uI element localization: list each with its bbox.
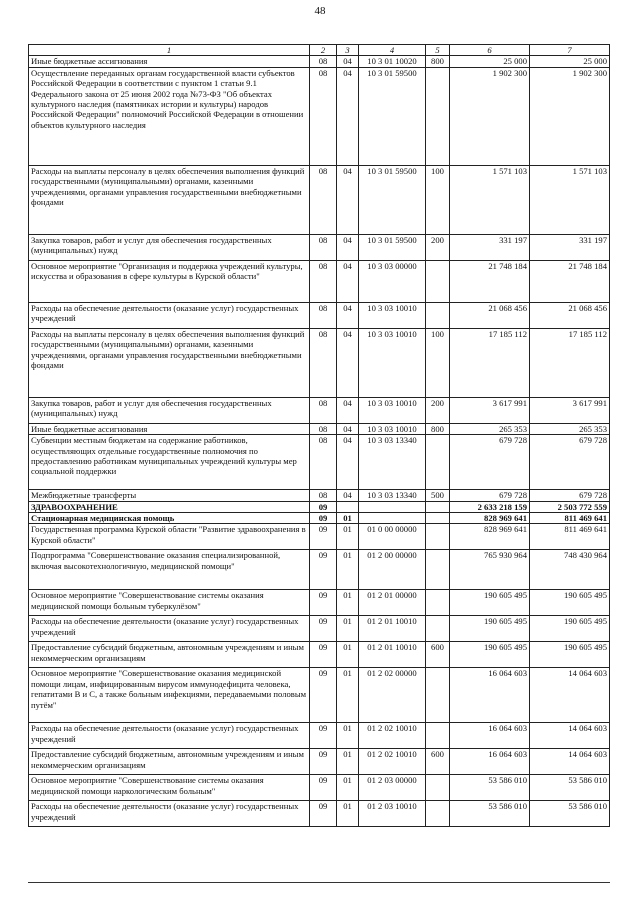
target-article-cell: 10 3 03 10010 bbox=[359, 423, 426, 434]
subsection-code-cell bbox=[337, 501, 359, 512]
amount-year2-cell: 811 469 641 bbox=[530, 513, 610, 524]
section-code-cell: 09 bbox=[310, 668, 337, 723]
amount-year1-cell: 331 197 bbox=[450, 234, 530, 260]
item-name-cell: ЗДРАВООХРАНЕНИЕ bbox=[29, 501, 310, 512]
table-row bbox=[29, 513, 610, 524]
subsection-code-cell: 01 bbox=[337, 723, 359, 749]
section-code-cell: 08 bbox=[310, 490, 337, 501]
table-header-row bbox=[29, 45, 610, 56]
subsection-code-cell: 04 bbox=[337, 397, 359, 423]
subsection-code-cell: 01 bbox=[337, 550, 359, 590]
amount-year1-cell: 679 728 bbox=[450, 490, 530, 501]
amount-year1-cell: 53 586 010 bbox=[450, 775, 530, 801]
amount-year1-cell: 17 185 112 bbox=[450, 328, 530, 397]
amount-year1-cell: 190 605 495 bbox=[450, 642, 530, 668]
amount-year2-cell: 1 902 300 bbox=[530, 67, 610, 165]
expense-type-cell bbox=[426, 668, 450, 723]
subsection-code-cell: 04 bbox=[337, 67, 359, 165]
amount-year1-cell: 190 605 495 bbox=[450, 590, 530, 616]
subsection-code-cell: 01 bbox=[337, 590, 359, 616]
expense-type-cell: 800 bbox=[426, 423, 450, 434]
expense-type-cell bbox=[426, 501, 450, 512]
table-row bbox=[29, 501, 610, 512]
item-name-cell: Расходы на обеспечение деятельности (оказание услуг) государственных учреждений bbox=[29, 723, 310, 749]
table-row bbox=[29, 616, 610, 642]
item-name-cell: Иные бюджетные ассигнования bbox=[29, 423, 310, 434]
item-name-cell: Расходы на выплаты персоналу в целях обеспечения выполнения функций государственными (муниципальными) органами, казенными учреждениями, органами управления государственными внебюджетными фондами bbox=[29, 328, 310, 397]
expense-type-cell bbox=[426, 616, 450, 642]
item-name-cell: Предоставление субсидий бюджетным, автономным учреждениям и иным некоммерческим организациям bbox=[29, 749, 310, 775]
amount-year1-cell: 25 000 bbox=[450, 56, 530, 67]
expense-type-cell: 200 bbox=[426, 397, 450, 423]
section-code-cell: 09 bbox=[310, 524, 337, 550]
target-article-cell: 01 2 01 10010 bbox=[359, 642, 426, 668]
target-article-cell: 10 3 01 59500 bbox=[359, 165, 426, 234]
item-name-cell: Закупка товаров, работ и услуг для обеспечения государственных (муниципальных) нужд bbox=[29, 234, 310, 260]
amount-year2-cell: 679 728 bbox=[530, 435, 610, 490]
table-row bbox=[29, 524, 610, 550]
target-article-cell: 01 0 00 00000 bbox=[359, 524, 426, 550]
expense-type-cell: 200 bbox=[426, 234, 450, 260]
section-code-cell: 09 bbox=[310, 801, 337, 827]
expense-type-cell bbox=[426, 590, 450, 616]
subsection-code-cell: 04 bbox=[337, 435, 359, 490]
section-code-cell: 09 bbox=[310, 550, 337, 590]
table-row bbox=[29, 165, 610, 234]
target-article-cell: 10 3 01 10020 bbox=[359, 56, 426, 67]
table-row bbox=[29, 801, 610, 827]
section-code-cell: 09 bbox=[310, 501, 337, 512]
subsection-code-cell: 01 bbox=[337, 616, 359, 642]
section-code-cell: 08 bbox=[310, 397, 337, 423]
amount-year2-cell: 3 617 991 bbox=[530, 397, 610, 423]
subsection-code-cell: 04 bbox=[337, 490, 359, 501]
table-row bbox=[29, 328, 610, 397]
section-code-cell: 09 bbox=[310, 775, 337, 801]
amount-year2-cell: 25 000 bbox=[530, 56, 610, 67]
table-row bbox=[29, 302, 610, 328]
section-code-cell: 08 bbox=[310, 423, 337, 434]
subsection-code-cell: 01 bbox=[337, 668, 359, 723]
expense-type-cell bbox=[426, 67, 450, 165]
section-code-cell: 09 bbox=[310, 616, 337, 642]
subsection-code-cell: 01 bbox=[337, 513, 359, 524]
section-code-cell: 08 bbox=[310, 302, 337, 328]
bottom-rule bbox=[28, 882, 610, 883]
budget-table-body bbox=[29, 45, 610, 827]
header-cell-1: 1 bbox=[29, 45, 310, 56]
target-article-cell: 01 2 01 00000 bbox=[359, 590, 426, 616]
amount-year1-cell: 16 064 603 bbox=[450, 749, 530, 775]
expense-type-cell bbox=[426, 550, 450, 590]
header-cell-5: 5 bbox=[426, 45, 450, 56]
table-row bbox=[29, 749, 610, 775]
item-name-cell: Подпрограмма "Совершенствование оказания специализированной, включая высокотехнологичную, медицинской помощи" bbox=[29, 550, 310, 590]
item-name-cell: Расходы на обеспечение деятельности (оказание услуг) государственных учреждений bbox=[29, 302, 310, 328]
amount-year2-cell: 679 728 bbox=[530, 490, 610, 501]
item-name-cell: Основное мероприятие "Совершенствование системы оказания медицинской помощи больным туберкулёзом" bbox=[29, 590, 310, 616]
expense-type-cell bbox=[426, 513, 450, 524]
amount-year2-cell: 190 605 495 bbox=[530, 616, 610, 642]
target-article-cell: 10 3 03 13340 bbox=[359, 435, 426, 490]
amount-year1-cell: 2 633 218 159 bbox=[450, 501, 530, 512]
target-article-cell bbox=[359, 513, 426, 524]
amount-year1-cell: 21 068 456 bbox=[450, 302, 530, 328]
subsection-code-cell: 01 bbox=[337, 749, 359, 775]
item-name-cell: Расходы на обеспечение деятельности (оказание услуг) государственных учреждений bbox=[29, 616, 310, 642]
target-article-cell: 10 3 03 10010 bbox=[359, 397, 426, 423]
section-code-cell: 08 bbox=[310, 165, 337, 234]
amount-year2-cell: 14 064 603 bbox=[530, 668, 610, 723]
amount-year1-cell: 16 064 603 bbox=[450, 668, 530, 723]
amount-year2-cell: 331 197 bbox=[530, 234, 610, 260]
subsection-code-cell: 04 bbox=[337, 234, 359, 260]
amount-year2-cell: 53 586 010 bbox=[530, 775, 610, 801]
table-row bbox=[29, 550, 610, 590]
expense-type-cell bbox=[426, 524, 450, 550]
amount-year2-cell: 748 430 964 bbox=[530, 550, 610, 590]
amount-year2-cell: 1 571 103 bbox=[530, 165, 610, 234]
section-code-cell: 08 bbox=[310, 328, 337, 397]
section-code-cell: 09 bbox=[310, 590, 337, 616]
subsection-code-cell: 04 bbox=[337, 302, 359, 328]
section-code-cell: 08 bbox=[310, 435, 337, 490]
header-cell-6: 6 bbox=[450, 45, 530, 56]
amount-year1-cell: 21 748 184 bbox=[450, 260, 530, 302]
amount-year2-cell: 14 064 603 bbox=[530, 749, 610, 775]
expense-type-cell bbox=[426, 302, 450, 328]
target-article-cell: 01 2 03 10010 bbox=[359, 801, 426, 827]
header-cell-2: 2 bbox=[310, 45, 337, 56]
table-row bbox=[29, 260, 610, 302]
item-name-cell: Межбюджетные трансферты bbox=[29, 490, 310, 501]
amount-year1-cell: 3 617 991 bbox=[450, 397, 530, 423]
subsection-code-cell: 01 bbox=[337, 801, 359, 827]
expense-type-cell: 500 bbox=[426, 490, 450, 501]
target-article-cell: 01 2 02 00000 bbox=[359, 668, 426, 723]
section-code-cell: 09 bbox=[310, 642, 337, 668]
subsection-code-cell: 04 bbox=[337, 328, 359, 397]
expense-type-cell: 100 bbox=[426, 165, 450, 234]
table-row bbox=[29, 67, 610, 165]
amount-year2-cell: 53 586 010 bbox=[530, 801, 610, 827]
subsection-code-cell: 04 bbox=[337, 423, 359, 434]
amount-year1-cell: 828 969 641 bbox=[450, 513, 530, 524]
subsection-code-cell: 01 bbox=[337, 524, 359, 550]
header-cell-4: 4 bbox=[359, 45, 426, 56]
table-row bbox=[29, 775, 610, 801]
subsection-code-cell: 04 bbox=[337, 260, 359, 302]
item-name-cell: Расходы на обеспечение деятельности (оказание услуг) государственных учреждений bbox=[29, 801, 310, 827]
table-row bbox=[29, 234, 610, 260]
item-name-cell: Основное мероприятие "Организация и поддержка учреждений культуры, искусства и образования в сфере культуры в Курской области" bbox=[29, 260, 310, 302]
page-number: 48 bbox=[314, 5, 326, 17]
item-name-cell: Осуществление переданных органам государственной власти субъектов Российской Федерации в соответствии с пунктом 1 статьи 9.1 Федерального закона от 25 июня 2002 года №73-ФЗ "Об объектах культурного наследия (памятниках истории и культуры) народов Российской Федерации" полномочий Российской Федерации в отношении объектов культурного наследия bbox=[29, 67, 310, 165]
expense-type-cell: 600 bbox=[426, 642, 450, 668]
expense-type-cell bbox=[426, 775, 450, 801]
amount-year2-cell: 21 748 184 bbox=[530, 260, 610, 302]
table-row bbox=[29, 642, 610, 668]
expense-type-cell bbox=[426, 435, 450, 490]
subsection-code-cell: 04 bbox=[337, 165, 359, 234]
item-name-cell: Стационарная медицинская помощь bbox=[29, 513, 310, 524]
amount-year1-cell: 1 902 300 bbox=[450, 67, 530, 165]
section-code-cell: 09 bbox=[310, 723, 337, 749]
amount-year1-cell: 828 969 641 bbox=[450, 524, 530, 550]
target-article-cell: 10 3 01 59500 bbox=[359, 234, 426, 260]
amount-year1-cell: 16 064 603 bbox=[450, 723, 530, 749]
amount-year2-cell: 190 605 495 bbox=[530, 590, 610, 616]
item-name-cell: Закупка товаров, работ и услуг для обеспечения государственных (муниципальных) нужд bbox=[29, 397, 310, 423]
expense-type-cell bbox=[426, 801, 450, 827]
table-row bbox=[29, 56, 610, 67]
amount-year2-cell: 17 185 112 bbox=[530, 328, 610, 397]
table-row bbox=[29, 397, 610, 423]
target-article-cell: 10 3 03 10010 bbox=[359, 302, 426, 328]
amount-year1-cell: 765 930 964 bbox=[450, 550, 530, 590]
item-name-cell: Основное мероприятие "Совершенствование оказания медицинской помощи лицам, инфицированным вирусом иммунодефицита человека, гепатитами В и С, а также больным инфекциями, передаваемыми половым путём" bbox=[29, 668, 310, 723]
target-article-cell: 10 3 01 59500 bbox=[359, 67, 426, 165]
target-article-cell: 01 2 01 10010 bbox=[359, 616, 426, 642]
item-name-cell: Иные бюджетные ассигнования bbox=[29, 56, 310, 67]
item-name-cell: Государственная программа Курской области "Развитие здравоохранения в Курской области" bbox=[29, 524, 310, 550]
target-article-cell: 01 2 00 00000 bbox=[359, 550, 426, 590]
expense-type-cell bbox=[426, 260, 450, 302]
section-code-cell: 08 bbox=[310, 260, 337, 302]
table-row bbox=[29, 723, 610, 749]
amount-year1-cell: 190 605 495 bbox=[450, 616, 530, 642]
expense-type-cell bbox=[426, 723, 450, 749]
expense-type-cell: 800 bbox=[426, 56, 450, 67]
table-row bbox=[29, 668, 610, 723]
amount-year2-cell: 14 064 603 bbox=[530, 723, 610, 749]
amount-year2-cell: 265 353 bbox=[530, 423, 610, 434]
amount-year2-cell: 2 503 772 559 bbox=[530, 501, 610, 512]
subsection-code-cell: 01 bbox=[337, 642, 359, 668]
amount-year1-cell: 265 353 bbox=[450, 423, 530, 434]
target-article-cell: 01 2 02 10010 bbox=[359, 749, 426, 775]
amount-year2-cell: 190 605 495 bbox=[530, 642, 610, 668]
item-name-cell: Субвенции местным бюджетам на содержание работников, осуществляющих отдельные государственные полномочия по предоставлению работникам муниципальных учреждений культуры мер социальной поддержки bbox=[29, 435, 310, 490]
amount-year2-cell: 21 068 456 bbox=[530, 302, 610, 328]
expense-type-cell: 100 bbox=[426, 328, 450, 397]
target-article-cell: 10 3 03 10010 bbox=[359, 328, 426, 397]
expense-type-cell: 600 bbox=[426, 749, 450, 775]
header-cell-7: 7 bbox=[530, 45, 610, 56]
header-cell-3: 3 bbox=[337, 45, 359, 56]
item-name-cell: Основное мероприятие "Совершенствование системы оказания медицинской помощи наркологическим больным" bbox=[29, 775, 310, 801]
table-row bbox=[29, 590, 610, 616]
section-code-cell: 09 bbox=[310, 513, 337, 524]
amount-year1-cell: 679 728 bbox=[450, 435, 530, 490]
table-row bbox=[29, 435, 610, 490]
budget-table bbox=[28, 44, 610, 827]
section-code-cell: 08 bbox=[310, 56, 337, 67]
section-code-cell: 09 bbox=[310, 749, 337, 775]
item-name-cell: Расходы на выплаты персоналу в целях обеспечения выполнения функций государственными (муниципальными) органами, казенными учреждениями, органами управления государственными внебюджетными фондами bbox=[29, 165, 310, 234]
target-article-cell: 01 2 02 10010 bbox=[359, 723, 426, 749]
amount-year1-cell: 53 586 010 bbox=[450, 801, 530, 827]
amount-year1-cell: 1 571 103 bbox=[450, 165, 530, 234]
subsection-code-cell: 04 bbox=[337, 56, 359, 67]
target-article-cell bbox=[359, 501, 426, 512]
amount-year2-cell: 811 469 641 bbox=[530, 524, 610, 550]
section-code-cell: 08 bbox=[310, 67, 337, 165]
target-article-cell: 01 2 03 00000 bbox=[359, 775, 426, 801]
subsection-code-cell: 01 bbox=[337, 775, 359, 801]
target-article-cell: 10 3 03 13340 bbox=[359, 490, 426, 501]
table-row bbox=[29, 423, 610, 434]
item-name-cell: Предоставление субсидий бюджетным, автономным учреждениям и иным некоммерческим организациям bbox=[29, 642, 310, 668]
table-row bbox=[29, 490, 610, 501]
target-article-cell: 10 3 03 00000 bbox=[359, 260, 426, 302]
section-code-cell: 08 bbox=[310, 234, 337, 260]
